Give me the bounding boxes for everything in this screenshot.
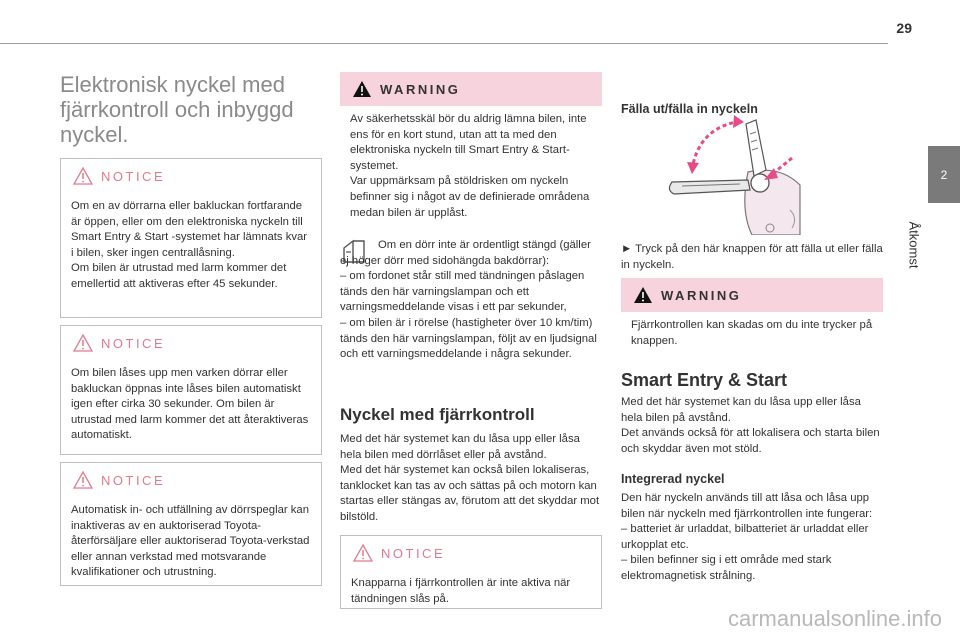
integrated-key-text: Den här nyckeln används till att låsa och låsa upp bilen när nyckeln med fjärrkontrollen inte fungerar: – batteriet är urladdat, bilbatteriet är urladdat eller urkopplat etc. – bilen befinner sig i ett område med stark elektromagnetisk strålning.	[621, 492, 873, 582]
notice-triangle-icon	[73, 334, 93, 352]
notice-triangle-icon	[73, 167, 93, 185]
notice-box-3	[60, 462, 322, 586]
smart-entry-heading: Smart Entry & Start	[621, 370, 788, 390]
notice-box-remote	[340, 535, 602, 609]
chapter-tab[interactable]: 2	[928, 146, 960, 203]
notice-triangle-icon	[73, 471, 93, 489]
page-title: Elektronisk nyckel med fjärrkontroll och inbyggd nyckel.	[60, 72, 294, 147]
notice-label: NOTICE	[101, 472, 166, 488]
warning-label: WARNING	[380, 81, 461, 97]
notice-label: NOTICE	[381, 545, 446, 561]
warning-triangle-icon	[352, 80, 372, 98]
watermark: carmanualsonline.info	[727, 606, 942, 631]
integrated-key-heading: Integrerad nyckel	[621, 472, 725, 486]
warning-text: Fjärrkontrollen kan skadas om du inte trycker på knappen.	[631, 319, 873, 347]
notice-triangle-icon	[353, 544, 373, 562]
notice-label: NOTICE	[101, 168, 166, 184]
page-number: 29	[896, 20, 912, 36]
warning-triangle-icon	[633, 286, 653, 304]
notice-text: Knapparna i fjärrkontrollen är inte aktiva när tändningen slås på.	[351, 577, 571, 605]
warning-text: Av säkerhetsskäl bör du aldrig lämna bilen, inte ens för en kort stund, utan att ta med den elektroniska nyckeln till Smart Entry & Start-systemet. Var uppmärksam på stöldrisken om nyckeln befinner sig i något av de definierade områdena medan bilen är upplåst.	[350, 113, 590, 219]
chapter-label: Åtkomst	[906, 221, 922, 269]
fold-key-text: ► Tryck på den här knappen för att fälla ut eller fälla in nyckeln.	[621, 243, 883, 271]
fold-key-heading: Fälla ut/fälla in nyckeln	[621, 102, 758, 116]
door-warning-text: Om en dörr inte är ordentligt stängd (gäller ej höger dörr med sidohängda bakdörrar): – om fordonet står still med tändningen påslagen tänds den här varningslampan och ett varningsmeddelande visas i ett par sekunder, – om bilen är i rörelse (hastigheter över 10 km/tim) tänds den här varningslampan, följt av en ljudsignal och ett varningsmeddelande i några sekunder.	[340, 239, 597, 361]
smart-entry-text: Med det här systemet kan du låsa upp eller låsa hela bilen på avstånd. Det används också för att lokalisera och starta bilen och skyddar även mot stöld.	[621, 396, 880, 455]
warning-box	[340, 72, 602, 230]
notice-text: Automatisk in- och utfällning av dörrspeglar kan inaktiveras av en auktoriserad Toyota-återförsäljare eller auktoriserad Toyota-verkstad eller annan verkstad med motsvarande kvalifikationer och utrustning.	[71, 504, 310, 579]
header-rule	[0, 43, 888, 44]
warning-label: WARNING	[661, 287, 742, 303]
remote-key-text: Med det här systemet kan du låsa upp eller låsa hela bilen med dörrlåset eller på avstånd. Med det här systemet kan också bilen lokaliseras, tanklocket kan tas av och sättas på och motorn kan startas eller stängas av, förutom att det skyddar mot bilstöld.	[340, 433, 600, 523]
notice-text: Om bilen låses upp men varken dörrar eller bakluckan öppnas inte låses bilen automatiskt igen efter cirka 30 sekunder. Om bilen är utrustad med larm kommer det att återaktiveras automatiskt.	[71, 367, 309, 442]
notice-label: NOTICE	[101, 335, 166, 351]
notice-box-2	[60, 325, 322, 455]
key-fob-illustration	[660, 110, 810, 235]
remote-key-heading: Nyckel med fjärrkontroll	[340, 405, 535, 424]
notice-text: Om en av dörrarna eller bakluckan fortfarande är öppen, eller om den elektroniska nyckeln till Smart Entry & Start -systemet har lämnats kvar i bilen, sker ingen centrallåsning. Om bilen är utrustad med larm kommer det emellertid att aktiveras efter 45 sekunder.	[71, 200, 308, 290]
warning-box-fob	[621, 278, 883, 356]
notice-box-1	[60, 158, 322, 318]
